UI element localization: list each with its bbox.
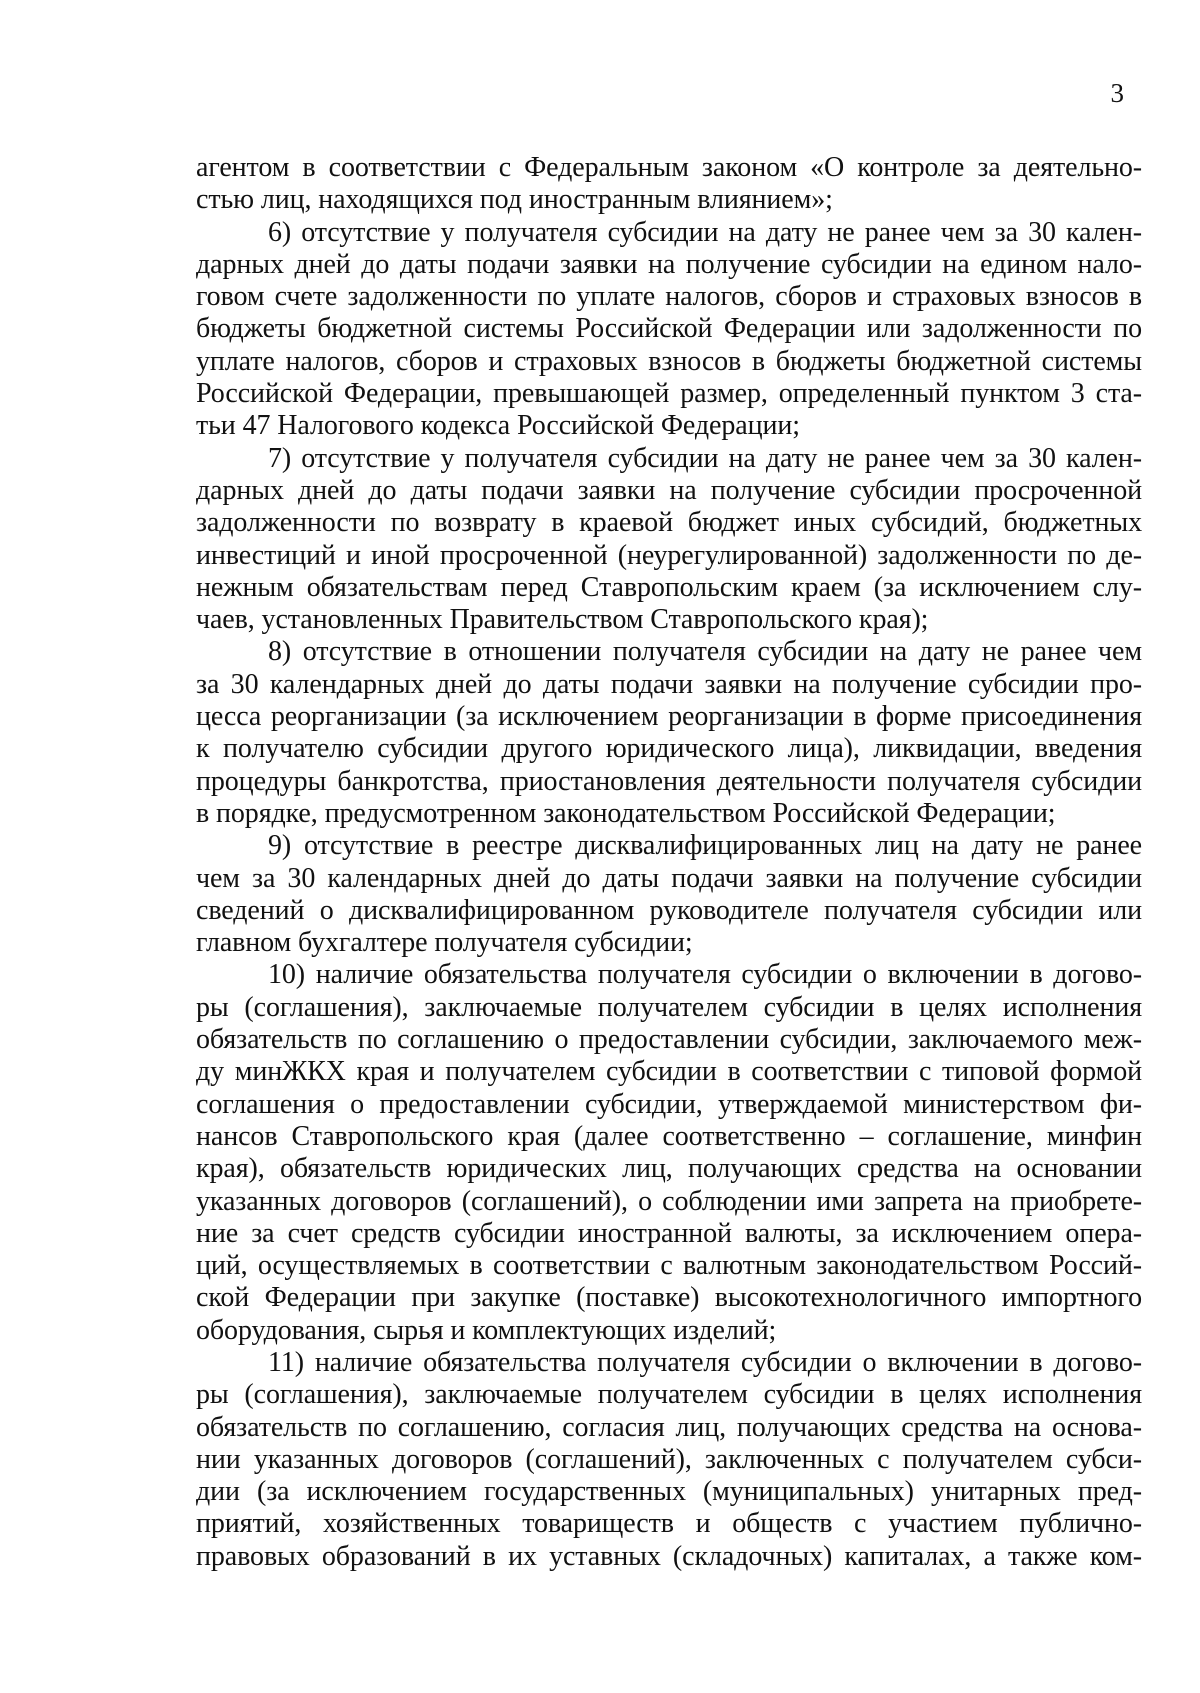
paragraph-item-9 xyxy=(196,830,1142,959)
paragraph-item-7 xyxy=(196,443,1142,637)
text-line: Российской Федерации, превышающей размер, определенный пунктом 3 ста- xyxy=(196,378,1142,410)
paragraph-item-8 xyxy=(196,636,1142,830)
text-line: 6) отсутствие у получателя субсидии на дату не ранее чем за 30 кален- xyxy=(268,216,1142,248)
text-line: дии (за исключением государственных (муниципальных) унитарных пред- xyxy=(196,1476,1142,1508)
text-line: нансов Ставропольского края (далее соответственно – соглашение, минфин xyxy=(196,1120,1142,1152)
text-line: соглашения о предоставлении субсидии, утверждаемой министерством фи- xyxy=(196,1088,1142,1120)
text-line: обязательств по соглашению о предоставлении субсидии, заключаемого меж- xyxy=(196,1024,1142,1056)
text-line: уплате налогов, сборов и страховых взносов в бюджеты бюджетной системы xyxy=(196,345,1142,377)
text-line: 7) отсутствие у получателя субсидии на дату не ранее чем за 30 кален- xyxy=(268,442,1142,474)
text-line: чаев, установленных Правительством Ставропольского края); xyxy=(196,604,929,636)
text-line: чем за 30 календарных дней до даты подачи заявки на получение субсидии xyxy=(196,862,1142,894)
text-line: 8) отсутствие в отношении получателя субсидии на дату не ранее чем xyxy=(268,636,1142,668)
text-line: инвестиций и иной просроченной (неурегулированной) задолженности по де- xyxy=(196,539,1142,571)
text-line: ние за счет средств субсидии иностранной валюты, за исключением опера- xyxy=(196,1217,1142,1249)
paragraph-item-10 xyxy=(196,959,1142,1347)
text-line: главном бухгалтере получателя субсидии; xyxy=(196,927,693,959)
paragraph-continuation xyxy=(196,152,1142,217)
text-line: ры (соглашения), заключаемые получателем субсидии в целях исполнения xyxy=(196,991,1142,1023)
text-line: 9) отсутствие в реестре дисквалифицированных лиц на дату не ранее xyxy=(268,830,1142,862)
text-line: бюджеты бюджетной системы Российской Федерации или задолженности по xyxy=(196,313,1142,345)
text-line: задолженности по возврату в краевой бюджет иных субсидий, бюджетных xyxy=(196,507,1142,539)
text-line: говом счете задолженности по уплате налогов, сборов и страховых взносов в xyxy=(196,281,1142,313)
text-line: к получателю субсидии другого юридического лица), ликвидации, введения xyxy=(196,733,1142,765)
text-line: дарных дней до даты подачи заявки на получение субсидии на едином нало- xyxy=(196,248,1142,280)
text-line: стью лиц, находящихся под иностранным влиянием»; xyxy=(196,184,833,216)
paragraph-item-11 xyxy=(196,1347,1142,1573)
text-line: приятий, хозяйственных товариществ и обществ с участием публично- xyxy=(196,1508,1142,1540)
text-line: обязательств по соглашению, согласия лиц, получающих средства на основа- xyxy=(196,1411,1142,1443)
text-line: края), обязательств юридических лиц, получающих средства на основании xyxy=(196,1153,1142,1185)
paragraph-item-6 xyxy=(196,217,1142,443)
text-line: ры (соглашения), заключаемые получателем субсидии в целях исполнения xyxy=(196,1379,1142,1411)
text-line: правовых образований в их уставных (складочных) капиталах, а также ком- xyxy=(196,1540,1142,1572)
text-line: оборудования, сырья и комплектующих изделий; xyxy=(196,1314,777,1346)
text-line: дарных дней до даты подачи заявки на получение субсидии просроченной xyxy=(196,474,1142,506)
text-line: в порядке, предусмотренном законодательством Российской Федерации; xyxy=(196,797,1056,829)
text-line: 10) наличие обязательства получателя субсидии о включении в догово- xyxy=(268,959,1142,991)
text-line: указанных договоров (соглашений), о соблюдении ими запрета на приобрете- xyxy=(196,1185,1142,1217)
text-line: ций, осуществляемых в соответствии с валютным законодательством Россий- xyxy=(196,1250,1142,1282)
text-line: агентом в соответствии с Федеральным законом «О контроле за деятельно- xyxy=(196,152,1142,183)
text-line: ду минЖКХ края и получателем субсидии в соответствии с типовой формой xyxy=(196,1056,1142,1088)
text-line: нии указанных договоров (соглашений), заключенных с получателем субси- xyxy=(196,1443,1142,1475)
page-number: 3 xyxy=(1110,78,1124,108)
text-line: процедуры банкротства, приостановления деятельности получателя субсидии xyxy=(196,765,1142,797)
text-line: ской Федерации при закупке (поставке) высокотехнологичного импортного xyxy=(196,1282,1142,1314)
text-line: цесса реорганизации (за исключением реорганизации в форме присоединения xyxy=(196,701,1142,733)
text-line: тьи 47 Налогового кодекса Российской Федерации; xyxy=(196,410,800,442)
text-line: сведений о дисквалифицированном руководителе получателя субсидии или xyxy=(196,894,1142,926)
text-line: за 30 календарных дней до даты подачи заявки на получение субсидии про- xyxy=(196,668,1142,700)
text-line: нежным обязательствам перед Ставропольским краем (за исключением слу- xyxy=(196,571,1142,603)
document-body xyxy=(196,152,1142,1573)
text-line: 11) наличие обязательства получателя субсидии о включении в догово- xyxy=(268,1346,1142,1378)
